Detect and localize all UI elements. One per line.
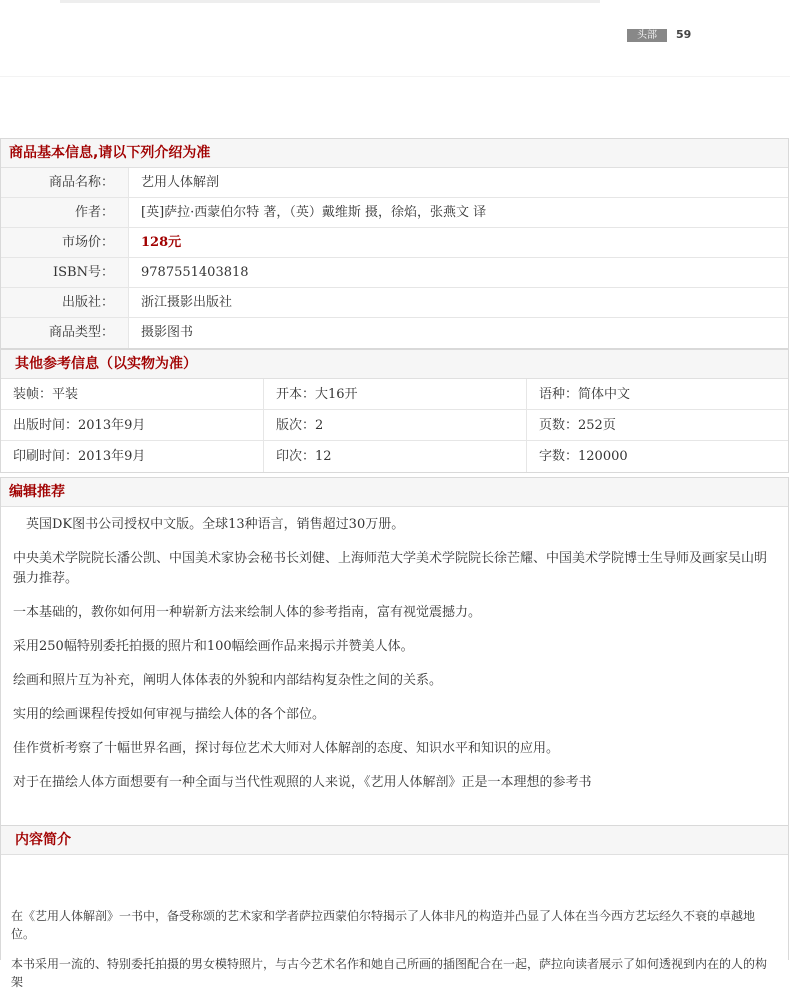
- other-info-heading: 其他参考信息（以实物为准）: [1, 350, 788, 379]
- info-label: ISBN号：: [1, 258, 129, 287]
- other-info-cell: 页数：252页: [527, 410, 788, 441]
- top-rule: [0, 76, 790, 77]
- header-badge: 头部: [627, 29, 667, 42]
- info-value: 艺用人体解剖: [141, 175, 220, 190]
- info-value: 摄影图书: [141, 325, 194, 340]
- info-label: 出版社：: [1, 288, 129, 317]
- editor-heading: 编辑推荐: [1, 478, 788, 507]
- other-info-cell: 语种：简体中文: [527, 379, 788, 410]
- info-row: [1, 228, 788, 258]
- other-info-grid: [1, 379, 788, 472]
- info-row: [1, 168, 788, 198]
- info-row: [1, 318, 788, 348]
- info-value: 浙江摄影出版社: [141, 295, 233, 310]
- content-heading: 内容简介: [1, 826, 788, 855]
- info-row: [1, 198, 788, 228]
- other-info-cell: 开本：大16开: [264, 379, 527, 410]
- info-value: 9787551403818: [141, 265, 249, 280]
- page-number: 59: [676, 28, 692, 41]
- editor-paragraph: 绘画和照片互为补充，阐明人体体表的外貌和内部结构复杂性之间的关系。: [13, 673, 443, 688]
- other-info-cell: 版次：2: [264, 410, 527, 441]
- other-info-panel: [0, 349, 789, 473]
- editor-paragraph: 对于在描绘人体方面想要有一种全面与当代性观照的人来说，《艺用人体解剖》正是一本理想的参考书: [13, 775, 592, 790]
- editor-paragraph: 佳作赏析考察了十幅世界名画，探讨每位艺术大师对人体解剖的态度、知识水平和知识的应用。: [13, 741, 560, 756]
- editor-paragraph: 英国DK图书公司授权中文版。全球13种语言，销售超过30万册。: [13, 517, 405, 532]
- price-value: 128元: [141, 235, 182, 250]
- content-paragraph: 在《艺用人体解剖》一书中，备受称颂的艺术家和学者萨拉西蒙伯尔特揭示了人体非凡的构造并凸显了人体在当今西方艺坛经久不衰的卓越地位。: [11, 909, 756, 941]
- info-label: 商品类型：: [1, 318, 129, 348]
- basic-info-panel: [0, 138, 789, 349]
- editor-paragraph: 中央美术学院院长潘公凯、中国美术家协会秘书长刘健、上海师范大学美术学院院长徐芒耀、中国美术学院博士生导师及画家吴山明强力推荐。: [13, 551, 768, 586]
- top-bar: [0, 0, 790, 80]
- other-info-cell: 字数：120000: [539, 449, 628, 464]
- other-info-cell: 出版时间：2013年9月: [1, 410, 264, 441]
- info-row: [1, 288, 788, 318]
- content-paragraph: 本书采用一流的、特别委托拍摄的男女模特照片，与古今艺术名作和她自己所画的插图配合在一起，萨拉向读者展示了如何透视到内在的人的构架: [11, 957, 768, 989]
- info-row: [1, 258, 788, 288]
- basic-info-heading: 商品基本信息,请以下列介绍为准: [1, 139, 788, 168]
- editor-paragraph: 采用250幅特别委托拍摄的照片和100幅绘画作品来揭示并赞美人体。: [13, 639, 414, 654]
- info-label: 商品名称：: [1, 168, 129, 197]
- other-info-cell: 印刷时间：2013年9月: [1, 441, 264, 472]
- other-info-cell: 装帧：平装: [1, 379, 264, 410]
- editor-paragraph: 实用的绘画课程传授如何审视与描绘人体的各个部位。: [13, 707, 326, 722]
- info-label: 市场价：: [1, 228, 129, 257]
- editor-paragraph: 一本基础的，教你如何用一种崭新方法来绘制人体的参考指南，富有视觉震撼力。: [13, 605, 482, 620]
- other-info-cell: 印次：12: [264, 441, 527, 472]
- info-label: 作者：: [1, 198, 129, 227]
- content-panel: [0, 825, 789, 989]
- editor-panel: [0, 477, 789, 826]
- top-divider: [60, 0, 600, 3]
- info-value: [英]萨拉·西蒙伯尔特 著，（英）戴维斯 摄，徐焰，张燕文 译: [141, 205, 487, 220]
